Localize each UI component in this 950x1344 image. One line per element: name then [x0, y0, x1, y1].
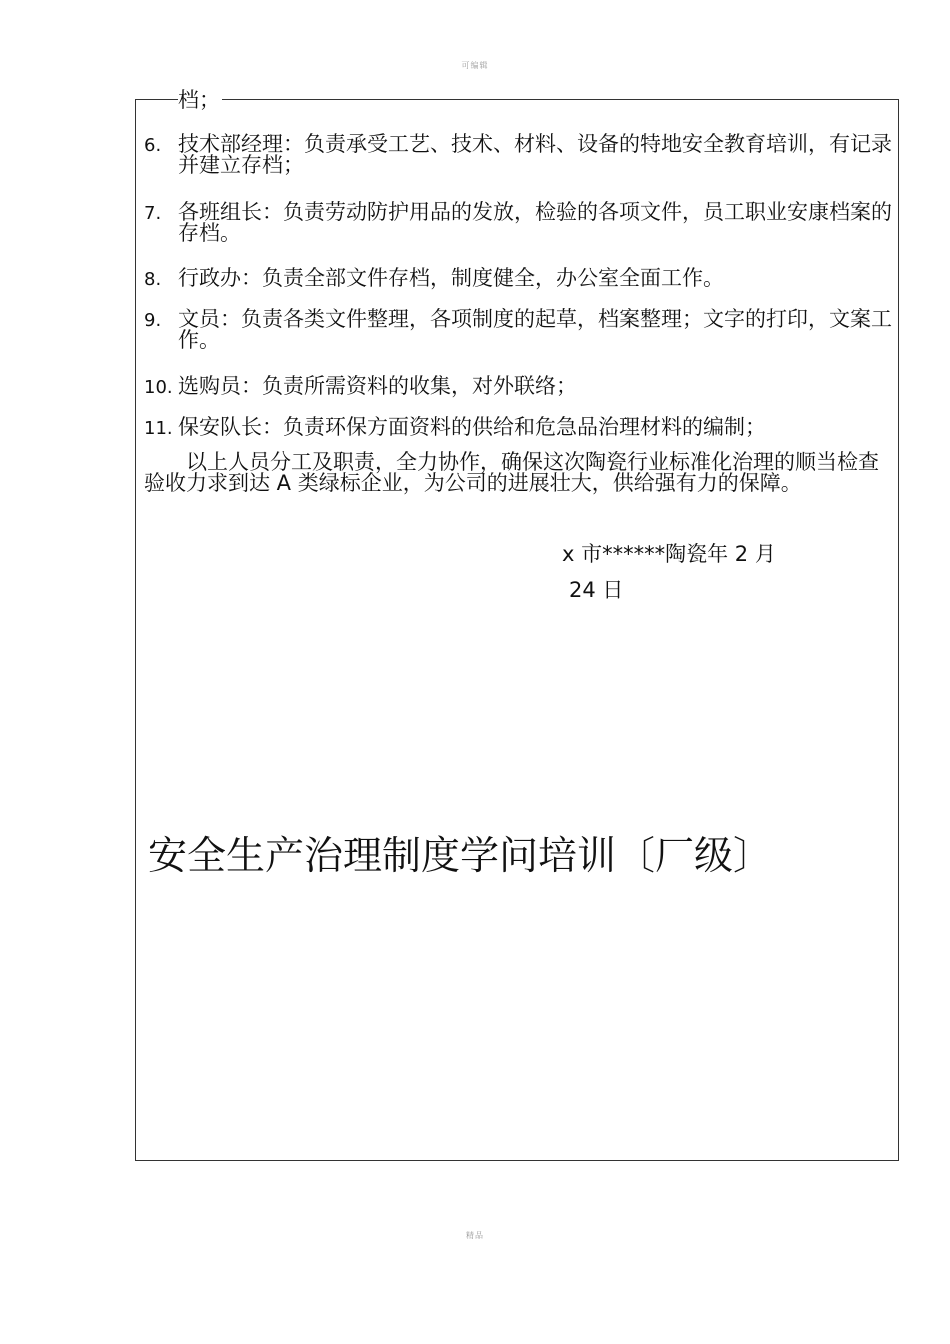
list-item-number: 8.: [144, 269, 162, 290]
list-item: [144, 134, 892, 176]
list-item-text: 保安队长：负责环保方面资料的供给和危急品治理材料的编制；: [178, 415, 766, 439]
list-item-number: 10.: [144, 377, 173, 398]
list-item: [144, 417, 892, 438]
list-item-number: 7.: [144, 203, 162, 224]
list-item-text: 文员：负责各类文件整理，各项制度的起草，档案整理；文字的打印，文案工作。: [178, 307, 892, 352]
document-frame: [135, 88, 899, 1161]
header-watermark: 可编辑: [461, 61, 489, 70]
list-item-number: 6.: [144, 135, 162, 156]
list-item: [144, 202, 892, 244]
list-item: [144, 268, 892, 289]
summary-paragraph: 以上人员分工及职责，全力协作，确保这次陶瓷行业标准化治理的顺当检查验收力求到达 A 类绿标企业，为公司的进展壮大，供给强有力的保障。: [144, 450, 879, 495]
list-item-text: 行政办：负责全部文件存档，制度健全，办公室全面工作。: [178, 266, 724, 290]
list-item: [144, 309, 892, 351]
section-title: 安全生产治理制度学问培训〔厂级〕: [148, 834, 773, 879]
signature-line: x 市******陶瓷年 2 月: [562, 542, 776, 566]
list-item-text: 选购员：负责所需资料的收集，对外联络；: [178, 374, 577, 398]
list-item-number: 11.: [144, 418, 173, 439]
footer-watermark: 精品: [466, 1231, 484, 1240]
list-item-text: 各班组长：负责劳动防护用品的发放，检验的各项文件，员工职业安康档案的存档。: [178, 200, 892, 245]
list-item-number: 9.: [144, 310, 162, 331]
list-item: [144, 376, 892, 397]
signature-date: 24 日: [569, 578, 624, 602]
continued-text: 档；: [178, 88, 220, 112]
list-item-text: 技术部经理：负责承受工艺、技术、材料、设备的特地安全教育培训，有记录并建立存档；: [178, 132, 892, 177]
